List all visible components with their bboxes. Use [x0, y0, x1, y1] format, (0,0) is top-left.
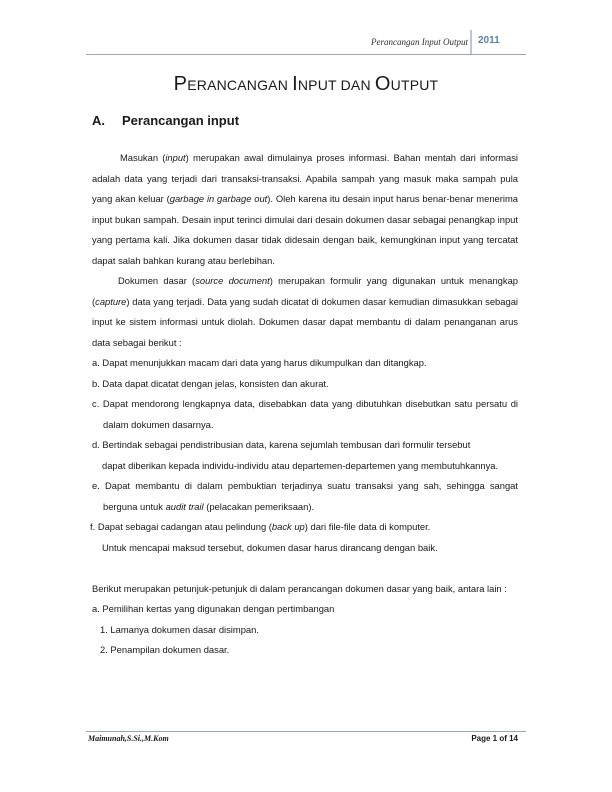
page-title: [0, 73, 612, 96]
section-number: A.: [92, 113, 105, 128]
text-run: ) data yang terjadi. Data yang sudah dicatat di dokumen dasar kemudian dimasukkan sebagai input ke sistem informasi untuk diolah. Dokumen dasar dapat membantu di dalam penanganan arus data sebagai berikut :: [92, 295, 518, 348]
paragraph-input: [92, 148, 518, 271]
title-cap-1: P: [173, 73, 188, 95]
list-item-c: c. Dapat mendorong lengkapnya data, disebabkan data yang dibutuhkan disebutkan satu persatu di dalam dokumen dasarnya.: [92, 398, 518, 430]
section-heading: [92, 113, 239, 128]
list-item-e: [92, 476, 518, 517]
title-cap-2: I: [292, 73, 298, 95]
italic-term: back up: [271, 521, 305, 532]
sub-list-item-2: 2. Penampilan dokumen dasar.: [100, 644, 230, 655]
list-item-d-line1: d. Bertindak sebagai pendistribusian data, karena sejumlah tembusan dari formulir tersebut: [92, 439, 471, 450]
header-rule: [86, 54, 526, 55]
italic-term: audit trail: [165, 500, 204, 512]
list-item-a: a. Dapat menunjukkan macam dari data yang harus dikumpulkan dan ditangkap.: [92, 357, 427, 368]
title-rest-2: NPUT DAN: [297, 77, 375, 93]
header-year: 2011: [478, 35, 500, 46]
sub-list-item-1: 1. Lamanya dokumen dasar disimpan.: [100, 623, 259, 635]
running-header-title: Perancangan Input Output: [371, 37, 468, 47]
italic-term: capture: [95, 295, 127, 307]
list-item-b: b. Data dapat dicatat dengan jelas, konsisten dan akurat.: [92, 377, 329, 389]
sub-item-a: a. Pemilihan kertas yang digunakan dengan pertimbangan: [92, 603, 335, 614]
footer-rule: [86, 731, 526, 732]
italic-term: source document: [195, 275, 270, 286]
text-run: (pelacakan pemeriksaan).: [203, 500, 315, 512]
italic-term: garbage in garbage out: [169, 193, 268, 204]
text-run: Masukan (: [120, 152, 166, 163]
body-text: [92, 148, 518, 661]
text-run: ) merupakan awal dimulainya proses informasi. Bahan mentah dari informasi adalah data yang terjadi dari transaksi-transaksi. Apabila sampah yang masuk maka sampah pula yang akan keluar (: [92, 152, 518, 204]
page-number: Page 1 of 14: [471, 734, 518, 743]
text-run: Dokumen dasar (: [118, 275, 196, 286]
paragraph-guidelines: Berikut merupakan petunjuk-petunjuk di dalam perancangan dokumen dasar yang baik, antara lain :: [92, 582, 507, 594]
title-rest-1: ERANCANGAN: [187, 77, 293, 93]
text-run: f. Dapat sebagai cadangan atau pelindung (: [90, 521, 272, 532]
italic-term: input: [165, 152, 186, 163]
text-run: ) merupakan formulir yang digunakan untuk menangkap (: [92, 275, 519, 307]
closing-sentence: Untuk mencapai maksud tersebut, dokumen dasar harus dirancang dengan baik.: [102, 541, 438, 553]
footer-author: Maimunah,S.Si.,M.Kom: [88, 734, 169, 743]
text-run: ). Oleh karena itu desain input harus benar-benar menerima input bukan sampah. Desain input terinci dimulai dari desain dokumen dasar sebagai penangkap input yang pertama kali. Jika dokumen dasar tidak didesain dengan baik, kemungkinan input yang tercatat dapat salah bahkan kurang atau berlebihan.: [92, 193, 518, 266]
spacer: [92, 558, 518, 579]
section-label: Perancangan input: [122, 113, 240, 128]
list-item-f: [90, 517, 518, 538]
header-separator: [470, 30, 472, 54]
list-item-d-line2: dapat diberikan kepada individu-individu atau departemen-departemen yang membutuhkannya.: [102, 459, 499, 471]
text-run: e. Dapat membantu di dalam pembuktian terjadinya suatu transaksi yang sah, sehingga sangat berguna untuk: [92, 480, 518, 512]
title-cap-3: O: [374, 73, 391, 95]
title-rest-3: UTPUT: [390, 77, 439, 93]
text-run: ) dari file-file data di komputer.: [304, 521, 431, 532]
paragraph-source-document: [92, 271, 518, 353]
